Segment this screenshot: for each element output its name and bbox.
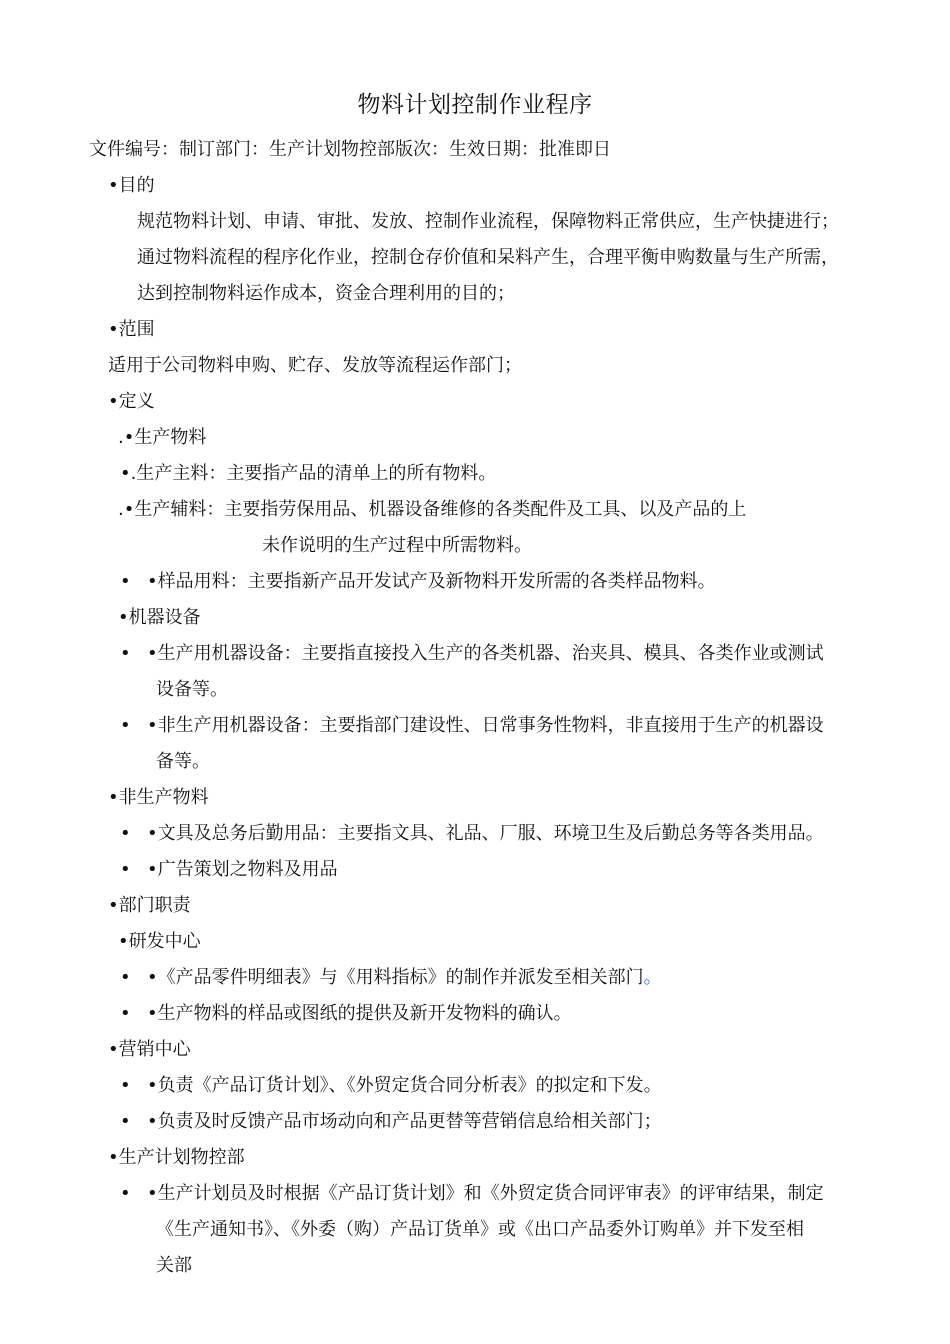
subheading-marketing-center: •营销中心 [108,1039,191,1060]
subheading-non-production-materials: •非生产物料 [108,787,209,808]
list-marker: • [120,715,131,736]
list-marker: • [120,1003,131,1024]
document-title: 物料计划控制作业程序 [357,92,593,118]
pmc-duty-1-line-2: 《生产通知书》、《外委（购）产品订货单》或《出口产品委外订购单》并下发至相 [156,1219,804,1240]
list-marker: • [120,967,131,988]
subheading-rd-center: •研发中心 [118,931,201,952]
marketing-duty-2: •负责及时反馈产品市场动向和产品更替等营销信息给相关部门； [147,1111,662,1132]
production-machines-line-2: 设备等。 [156,679,228,700]
rd-duty-2: •生产物料的样品或图纸的提供及新开发物料的确认。 [147,1003,572,1024]
scope-text: 适用于公司物料申购、贮存、发放等流程运作部门； [108,355,522,376]
rd-duty-1-end-mark: 。 [643,967,662,988]
purpose-line-1: 规范物料计划、申请、审批、发放、控制作业流程，保障物料正常供应，生产快捷进行； [137,211,839,232]
heading-definition: •定义 [108,391,155,412]
list-marker: • [120,1111,131,1132]
production-aux-materials-line-1: .•生产辅料：主要指劳保用品、机器设备维修的各类配件及工具、以及产品的上 [118,499,747,520]
marketing-duty-1: •负责《产品订货计划》、《外贸定货合同分析表》的拟定和下发。 [147,1075,662,1096]
list-marker: • [120,643,131,664]
list-marker: • [120,859,131,880]
subheading-production-materials: .•生产物料 [118,427,207,448]
list-marker: • [120,571,131,592]
document-meta-line: 文件编号：制订部门：生产计划物控部版次：生效日期：批准即日 [89,139,611,160]
list-marker: • [120,1075,131,1096]
production-main-materials: •.生产主料：主要指产品的清单上的所有物料。 [120,463,497,484]
production-aux-materials-line-2: 未作说明的生产过程中所需物料。 [262,535,532,556]
rd-duty-1 [147,966,662,990]
non-production-machines-line-1: •非生产用机器设备：主要指部门建设性、日常事务性物料，非直接用于生产的机器设 [147,715,824,736]
production-machines-line-1: •生产用机器设备：主要指直接投入生产的各类机器、治夹具、模具、各类作业或测试 [147,643,824,664]
purpose-line-3: 达到控制物料运作成本，资金合理利用的目的； [137,283,515,304]
pmc-duty-1-line-1: •生产计划员及时根据《产品订货计划》和《外贸定货合同评审表》的评审结果，制定 [147,1183,824,1204]
list-marker: • [120,823,131,844]
heading-duties: •部门职责 [108,895,191,916]
advertising-materials: •广告策划之物料及用品 [147,859,338,880]
pmc-duty-1-line-3: 关部 [156,1255,192,1276]
list-marker: • [120,1183,131,1204]
subheading-machines: •机器设备 [118,607,201,628]
heading-scope: •范围 [108,319,155,340]
rd-duty-1-text: •《产品零件明细表》与《用料指标》的制作并派发至相关部门 [147,967,644,988]
sample-materials: •样品用料：主要指新产品开发试产及新物料开发所需的各类样品物料。 [147,571,716,592]
purpose-line-2: 通过物料流程的程序化作业，控制仓存价值和呆料产生，合理平衡申购数量与生产所需， [137,247,839,268]
stationery-supplies: •文具及总务后勤用品：主要指文具、礼品、厂服、环境卫生及后勤总务等各类用品。 [147,823,824,844]
heading-purpose: •目的 [108,175,155,196]
subheading-pmc: •生产计划物控部 [108,1147,245,1168]
non-production-machines-line-2: 备等。 [156,751,210,772]
